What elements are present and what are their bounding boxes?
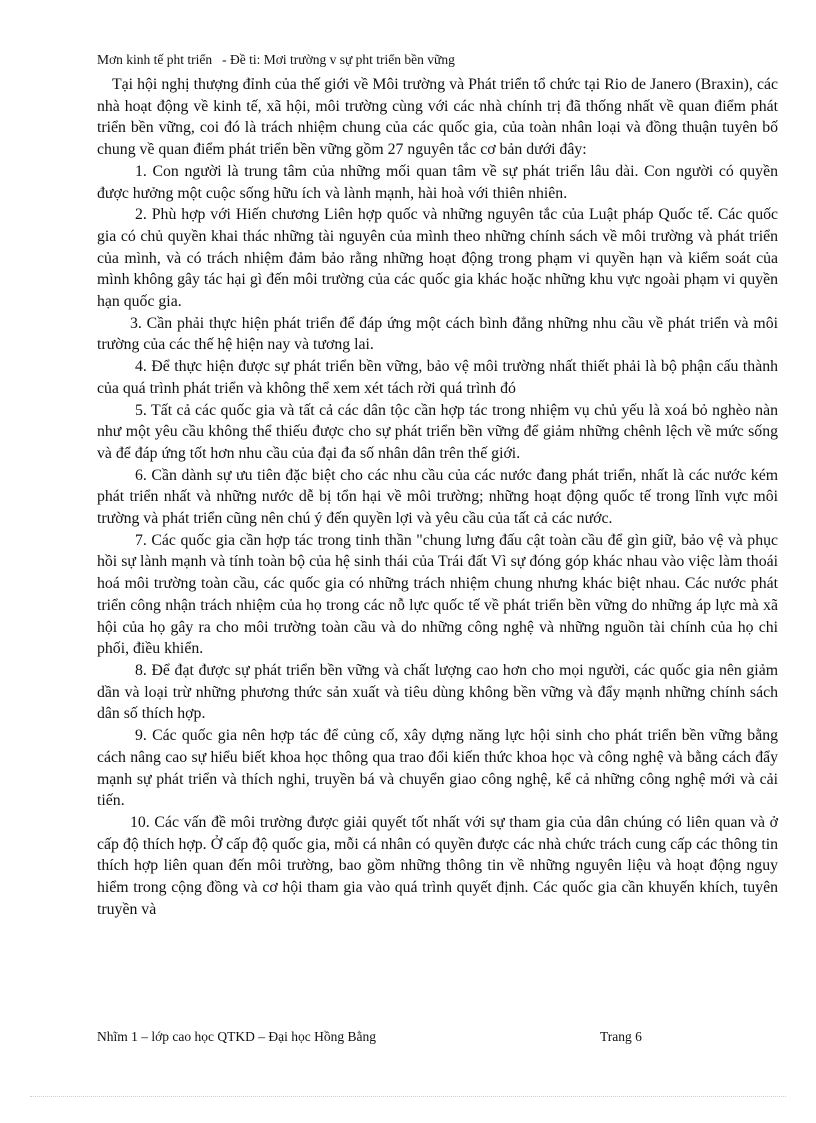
principle-9: 9. Các quốc gia nên hợp tác để củng cố, xây dựng năng lực hội sinh cho phát triển bền vững bằng cách nâng cao sự hiểu biết khoa học thông qua trao đổi kiến thức khoa học và công nghệ và bằng cách đẩy mạnh sự phát triển và thích nghi, truyền bá và chuyển giao công nghệ, kể cả những công nghệ mới và cải tiến.	[97, 727, 778, 810]
principle-7: 7. Các quốc gia cần hợp tác trong tinh thần "chung lưng đấu cật toàn cầu để gìn giữ, bảo vệ và phục hồi sự lành mạnh và tính toàn bộ của hệ sinh thái của Trái đất Vì sự đóng góp khác nhau vào việc làm thoái hoá môi trường toàn cầu, các quốc gia có những trách nhiệm chung nhưng khác biệt nhau. Các nước phát triển công nhận trách nhiệm của họ trong các nỗ lực quốc tế về phát triển bền vững do những áp lực mà xã hội của họ gây ra cho môi trường toàn cầu và do những công nghệ và những nguồn tài chính của họ chi phối, điều khiển.	[97, 531, 778, 658]
document-body	[97, 74, 778, 920]
page-number: Trang 6	[600, 1029, 642, 1044]
principle-1: 1. Con người là trung tâm của những mối quan tâm về sự phát triển lâu dài. Con người có quyền được hưởng một cuộc sống hữu ích và lành mạnh, hài hoà với thiên nhiên.	[97, 162, 778, 202]
header-course: Mơn kinh tế pht triển	[97, 52, 213, 67]
principle-6: 6. Cần dành sự ưu tiên đặc biệt cho các nhu cầu của các nước đang phát triển, nhất là các nước kém phát triển nhất và những nước dễ bị tổn hại về môi trường; những hoạt động quốc tế trong lĩnh vực môi trường và phát triển cũng nên chú ý đến quyền lợi và yêu cầu của tất cả các nước.	[97, 466, 778, 528]
intro-paragraph: Tại hội nghị thượng đỉnh của thế giới về Môi trường và Phát triển tổ chức tại Rio de Janero (Braxin), các nhà hoạt động về kinh tế, xã hội, môi trường cùng với các nhà chính trị đã thống nhất về quan điểm phát triển bền vững, coi đó là trách nhiệm chung của các quốc gia, của toàn nhân loại và đồng thuận tuyên bố chung về quan điểm phát triển bền vững gồm 27 nguyên tắc cơ bản dưới đây:	[97, 76, 778, 159]
page-bottom-divider	[30, 1096, 786, 1097]
principle-3: 3. Cần phải thực hiện phát triển để đáp ứng một cách bình đẳng những nhu cầu về phát triển và môi trường của các thế hệ hiện nay và tương lai.	[97, 314, 778, 354]
principle-4: 4. Để thực hiện được sự phát triển bền vững, bảo vệ môi trường nhất thiết phải là bộ phận cấu thành của quá trình phát triển và không thể xem xét tách rời quá trình đó	[97, 358, 778, 397]
principle-8: 8. Để đạt được sự phát triển bền vững và chất lượng cao hơn cho mọi người, các quốc gia nên giảm dần và loại trừ những phương thức sản xuất và tiêu dùng không bền vững và đẩy mạnh những chính sách dân số thích hợp.	[97, 661, 778, 723]
principle-5: 5. Tất cả các quốc gia và tất cả các dân tộc cần hợp tác trong nhiệm vụ chủ yếu là xoá bỏ nghèo nàn như một yêu cầu không thể thiếu được cho sự phát triển bền vững để giảm những chênh lệch về mức sống và để đáp ứng tốt hơn nhu cầu của đại đa số nhân dân trên thế giới.	[97, 401, 778, 462]
footer-group: Nhĩm 1 – lớp cao học QTKD – Đại học Hồng Bằng	[97, 1029, 376, 1044]
header-topic: - Đề ti: Mơi trường v sự pht triển bền vững	[222, 52, 455, 67]
page-footer	[97, 1029, 657, 1045]
page-header	[97, 52, 455, 68]
principle-2: 2. Phù hợp với Hiến chương Liên hợp quốc và những nguyên tắc của Luật pháp Quốc tế. Các quốc gia có chủ quyền khai thác những tài nguyên của mình theo những chính sách về môi trường và phát triển của mình, và có trách nhiệm đảm bảo rằng những hoạt động trong phạm vi quyền hạn và kiểm soát của mình không gây tác hại gì đến môi trường của các quốc gia khác hoặc những khu vực ngoài phạm vi quyền hạn quốc gia.	[97, 206, 778, 311]
principle-10: 10. Các vấn đề môi trường được giải quyết tốt nhất với sự tham gia của dân chúng có liên quan và ở cấp độ thích hợp. Ở cấp độ quốc gia, mỗi cá nhân có quyền được các nhà chức trách cung cấp các thông tin thích hợp liên quan đến môi trường, bao gồm những thông tin về những nguyên liệu và hoạt động nguy hiểm trong cộng đồng và cơ hội tham gia vào quá trình quyết định. Các quốc gia cần khuyến khích, tuyên truyền và	[97, 813, 778, 918]
